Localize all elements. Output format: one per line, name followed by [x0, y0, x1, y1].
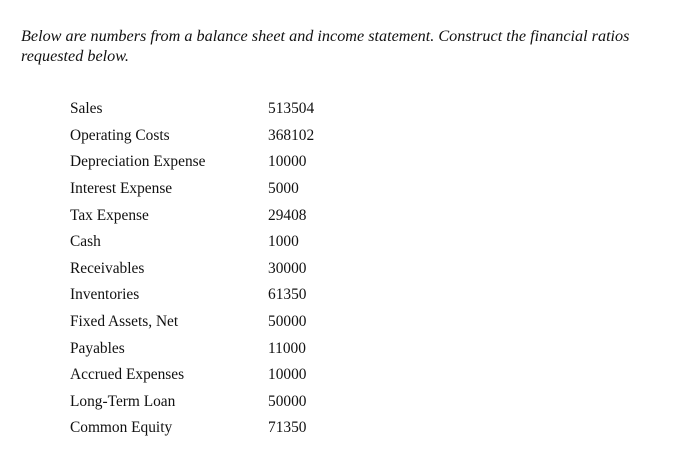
item-value: 10000	[268, 366, 307, 384]
table-row	[70, 309, 340, 336]
item-value: 513504	[268, 100, 315, 118]
item-value: 5000	[268, 180, 299, 198]
item-label: Fixed Assets, Net	[70, 313, 179, 331]
table-row	[70, 415, 340, 442]
instructions-line-1: Below are numbers from a balance sheet and income statement. Construct the financial ratios	[21, 27, 630, 45]
instructions-text	[21, 26, 661, 66]
item-label: Long-Term Loan	[70, 392, 176, 410]
table-row	[70, 229, 340, 256]
item-value: 29408	[268, 206, 307, 224]
table-row	[70, 149, 340, 176]
item-label: Sales	[70, 100, 103, 118]
table-row	[70, 96, 340, 123]
item-label: Inventories	[70, 286, 140, 304]
table-row	[70, 282, 340, 309]
item-value: 10000	[268, 153, 307, 171]
item-value: 50000	[268, 392, 307, 410]
table-row	[70, 389, 340, 416]
item-label: Operating Costs	[70, 126, 170, 144]
item-label: Tax Expense	[70, 206, 149, 224]
item-label: Payables	[70, 339, 125, 357]
table-row	[70, 362, 340, 389]
table-row	[70, 202, 340, 229]
item-label: Interest Expense	[70, 180, 173, 198]
table-row	[70, 335, 340, 362]
item-label: Common Equity	[70, 419, 173, 437]
item-value: 71350	[268, 419, 307, 437]
item-label: Accrued Expenses	[70, 366, 185, 384]
item-value: 368102	[268, 126, 315, 144]
financial-data-table	[70, 96, 340, 442]
table-row	[70, 123, 340, 150]
item-value: 30000	[268, 259, 307, 277]
item-label: Depreciation Expense	[70, 153, 206, 171]
item-value: 50000	[268, 313, 307, 331]
table-row	[70, 256, 340, 283]
item-value: 61350	[268, 286, 307, 304]
table-row	[70, 176, 340, 203]
item-value: 11000	[268, 339, 306, 357]
instructions-line-2: requested below.	[21, 47, 129, 65]
item-label: Cash	[70, 233, 101, 251]
item-value: 1000	[268, 233, 299, 251]
item-label: Receivables	[70, 259, 145, 277]
